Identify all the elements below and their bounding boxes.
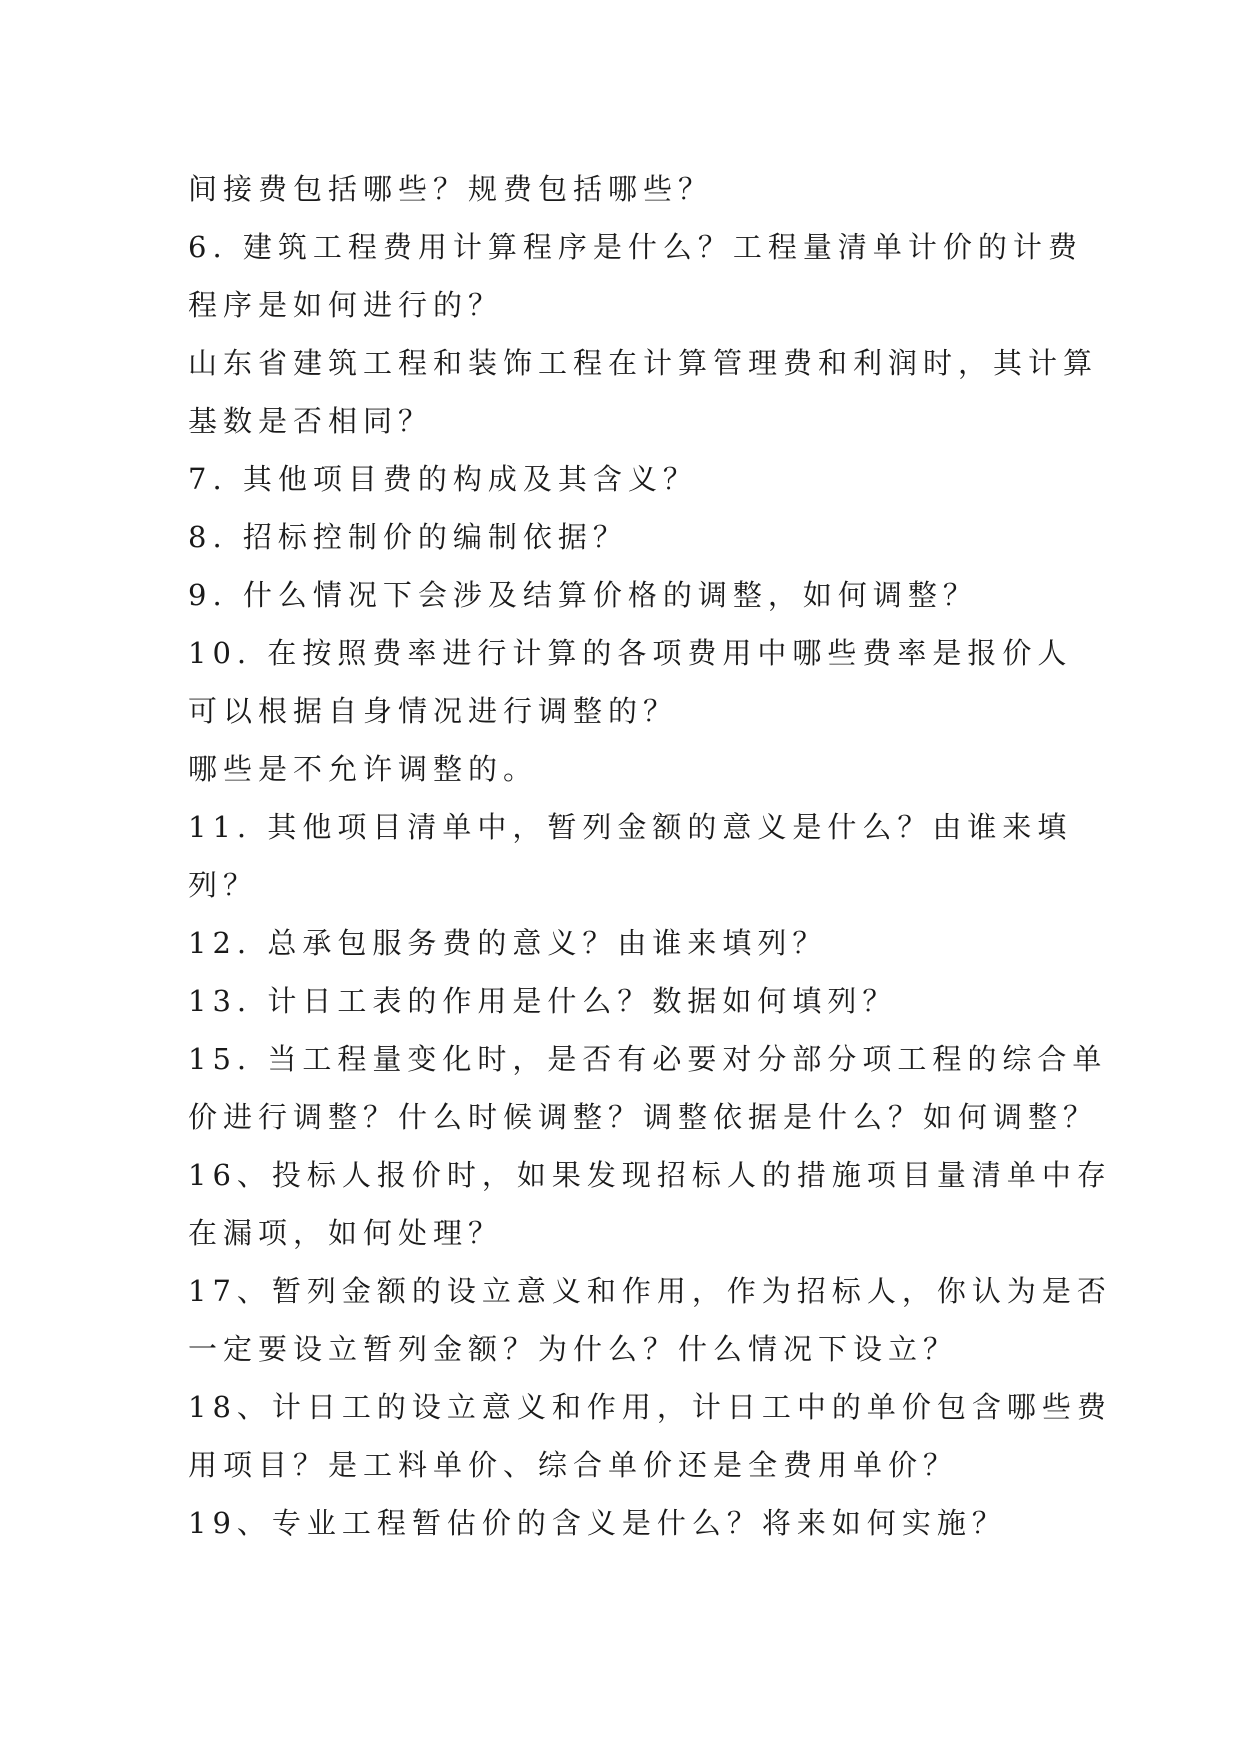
- text-line: 7. 其他项目费的构成及其含义？: [188, 462, 698, 496]
- text-line: 9. 什么情况下会涉及结算价格的调整，如何调整？: [188, 578, 978, 612]
- text-line: 间接费包括哪些？规费包括哪些？: [188, 172, 714, 206]
- text-line: 13. 计日工表的作用是什么？数据如何填列？: [188, 984, 898, 1018]
- text-line: 18、计日工的设立意义和作用，计日工中的单价包含哪些费: [188, 1390, 1112, 1424]
- text-line: 11. 其他项目清单中，暂列金额的意义是什么？由谁来填: [188, 810, 1073, 844]
- text-line: 价进行调整？什么时候调整？调整依据是什么？如何调整？: [188, 1100, 1099, 1134]
- text-line: 19、专业工程暂估价的含义是什么？将来如何实施？: [188, 1506, 1007, 1540]
- text-line: 一定要设立暂列金额？为什么？什么情况下设立？: [188, 1332, 959, 1366]
- text-line: 10. 在按照费率进行计算的各项费用中哪些费率是报价人: [188, 636, 1073, 670]
- text-line: 山东省建筑工程和装饰工程在计算管理费和利润时，其计算: [188, 346, 1099, 380]
- text-line: 在漏项，如何处理？: [188, 1216, 504, 1250]
- text-line: 用项目？是工料单价、综合单价还是全费用单价？: [188, 1448, 959, 1482]
- text-line: 基数是否相同？: [188, 404, 434, 438]
- text-line: 列？: [188, 868, 259, 902]
- text-line: 12. 总承包服务费的意义？由谁来填列？: [188, 926, 828, 960]
- text-line: 6. 建筑工程费用计算程序是什么？工程量清单计价的计费: [188, 230, 1083, 264]
- document-body: [188, 160, 1112, 1552]
- text-line: 16、投标人报价时，如果发现招标人的措施项目量清单中存: [188, 1158, 1112, 1192]
- text-line: 8. 招标控制价的编制依据？: [188, 520, 628, 554]
- text-line: 程序是如何进行的？: [188, 288, 504, 322]
- text-line: 哪些是不允许调整的。: [188, 752, 539, 786]
- text-line: 15. 当工程量变化时，是否有必要对分部分项工程的综合单: [188, 1042, 1108, 1076]
- text-line: 可以根据自身情况进行调整的？: [188, 694, 679, 728]
- text-line: 17、暂列金额的设立意义和作用，作为招标人，你认为是否: [188, 1274, 1112, 1308]
